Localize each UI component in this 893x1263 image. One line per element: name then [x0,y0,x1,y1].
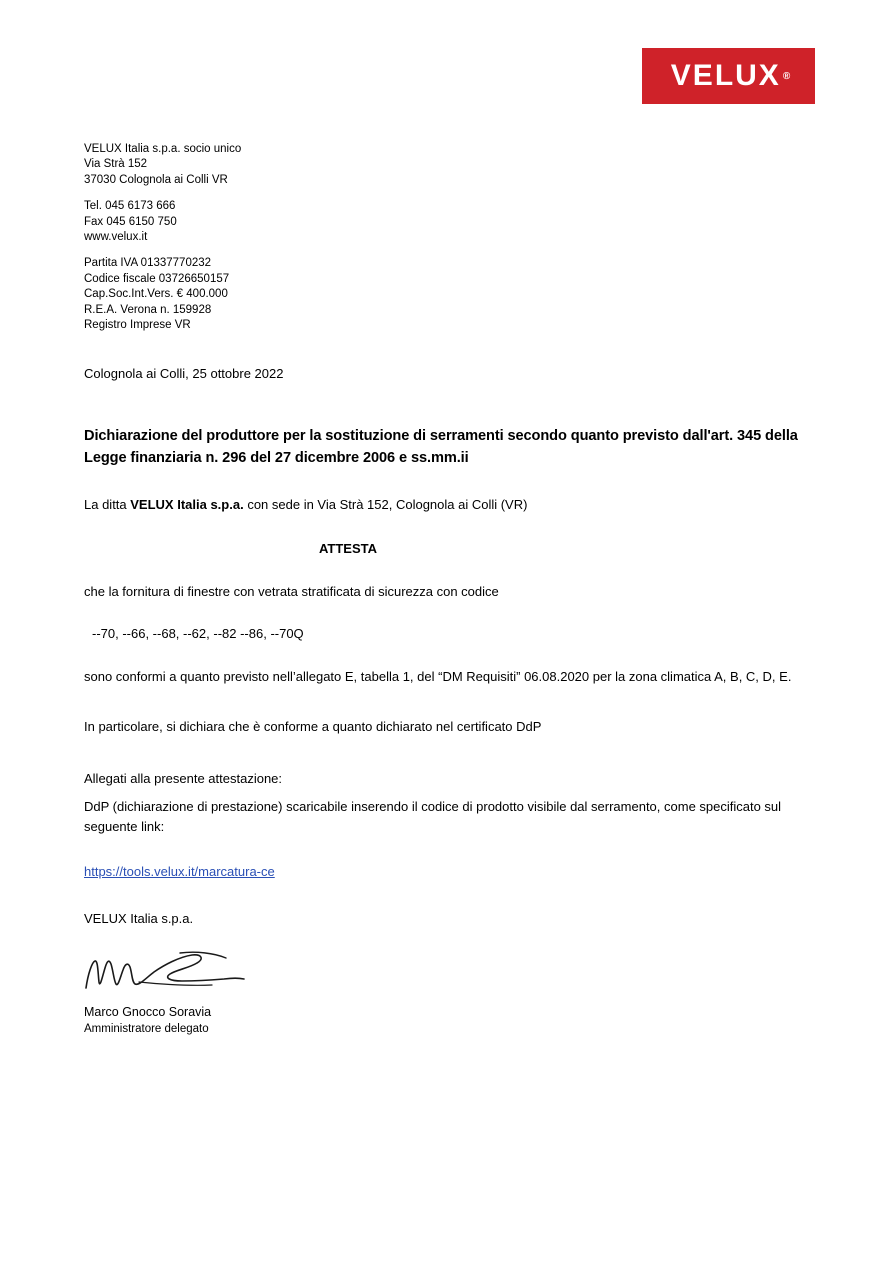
address-line: VELUX Italia s.p.a. socio unico [84,143,242,155]
attachments-heading: Allegati alla presente attestazione: [84,771,283,787]
document-content [84,142,802,1037]
address-line: Via Strà 152 [84,158,148,171]
rea-line: R.E.A. Verona n. 159928 [84,303,212,316]
intro-prefix: La ditta [84,497,131,513]
website-line: www.velux.it [84,231,148,244]
signer-role: Amministratore delegato [84,1023,209,1036]
intro-paragraph [84,495,802,515]
phone-line: Tel. 045 6173 666 [84,200,176,213]
registered-mark-icon: ® [782,70,791,82]
product-codes: --70, --66, --68, --62, --82 --86, --70Q [92,626,304,642]
intro-suffix: con sede in Via Strà 152, Colognola ai Colli (VR) [243,497,528,513]
statement-1: che la fornitura di finestre con vetrata stratificata di sicurezza con codice [84,584,499,600]
fax-line: Fax 045 6150 750 [84,215,177,228]
address-line: 37030 Colognola ai Colli VR [84,173,228,186]
document-title: Dichiarazione del produttore per la sostituzione di serramenti secondo quanto previsto dall'art. 345 della Legge finanziaria n. 296 del 27 dicembre 2006 e ss.mm.ii [84,428,798,467]
address-group-legal [84,256,802,333]
fiscal-code-line: Codice fiscale 03726650157 [84,272,230,285]
signature-image [84,948,284,994]
intro-company-name: VELUX Italia s.p.a. [130,497,244,513]
address-group-1 [84,142,802,188]
ddp-download-link[interactable]: https://tools.velux.it/marcatura-ce [84,864,275,880]
attachments-text: DdP (dichiarazione di prestazione) scaricabile inserendo il codice di prodotto visibile dal serramento, come specificato sul seguente link: [84,799,782,835]
registry-line: Registro Imprese VR [84,319,191,332]
ddp-link-row [84,863,802,881]
signer-name: Marco Gnocco Soravia [84,1005,212,1020]
vat-line: Partita IVA 01337770232 [84,257,212,270]
place-and-date: Colognola ai Colli, 25 ottobre 2022 [84,366,284,382]
attesta-heading: ATTESTA [318,541,377,557]
company-address-block [84,142,802,333]
company-signoff: VELUX Italia s.p.a. [84,911,194,927]
capital-line: Cap.Soc.Int.Vers. € 400.000 [84,288,228,301]
velux-logo-text: VELUX [670,59,781,92]
statement-3: In particolare, si dichiara che è conforme a quanto dichiarato nel certificato DdP [84,719,542,735]
address-group-contacts [84,199,802,245]
velux-logo [642,48,815,104]
statement-2: sono conformi a quanto previsto nell’allegato E, tabella 1, del “DM Requisiti” 06.08.2020 per la zona climatica A, B, C, D, E. [84,669,792,685]
